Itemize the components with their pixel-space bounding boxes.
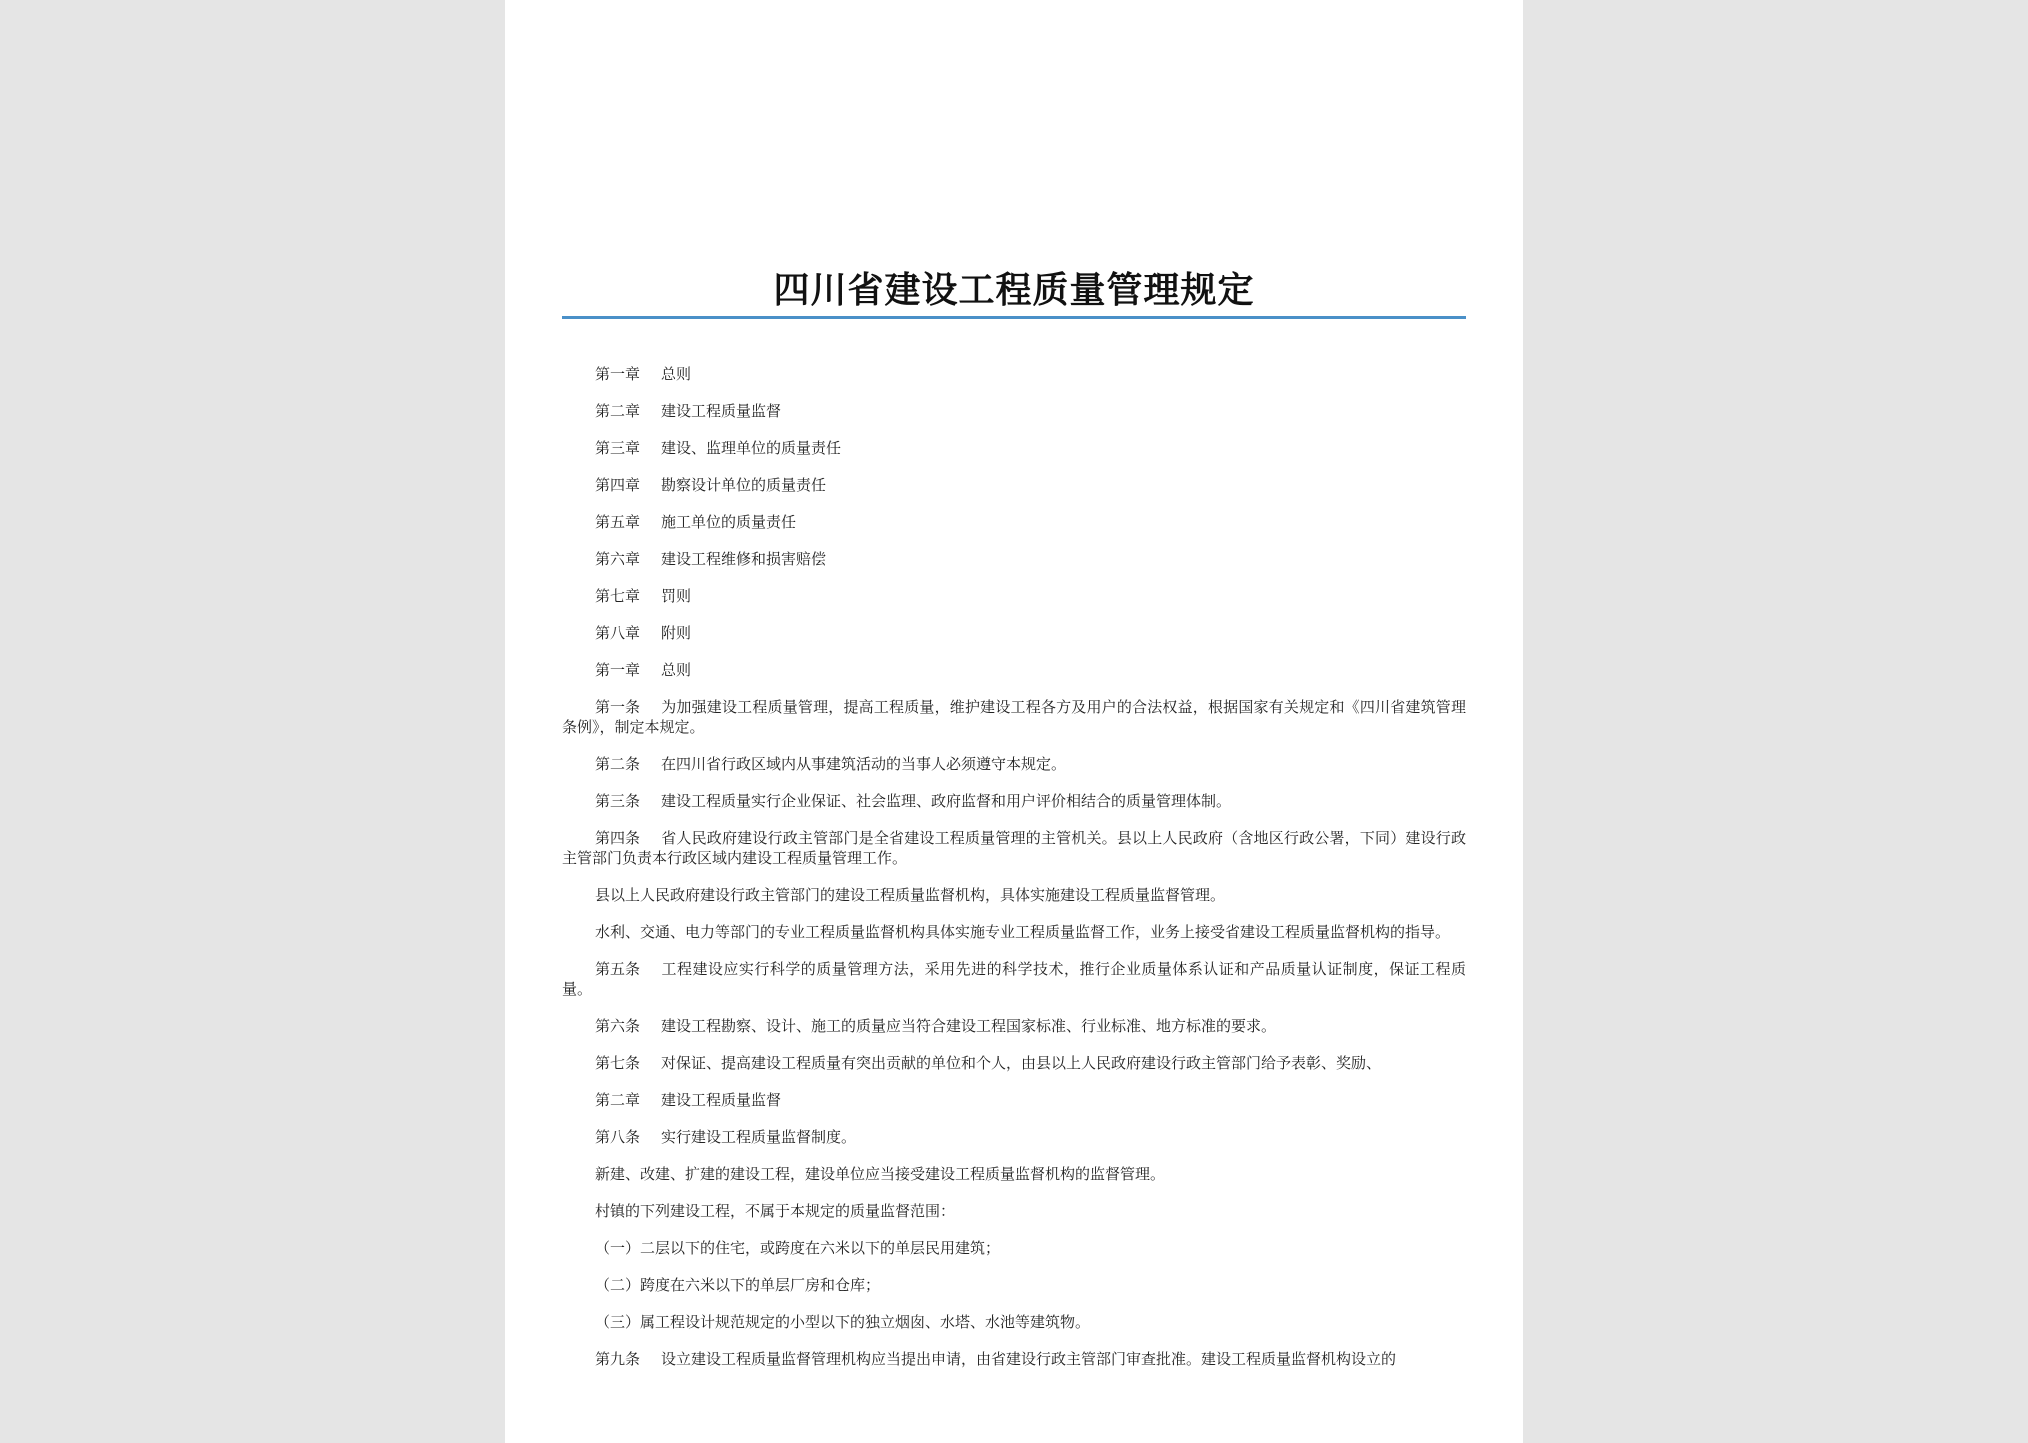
toc-chapter-title: 罚则 [661,587,692,605]
article-label: 第六条 [595,1017,641,1035]
toc-chapter-label: 第六章 [595,550,641,568]
list-item [562,1275,1466,1295]
toc-chapter-label: 第二章 [595,402,641,420]
article-label: 第五条 [595,960,641,978]
toc-item [562,549,1466,569]
article-label: 第八条 [595,1128,641,1146]
body-paragraph [562,1164,1466,1184]
toc-chapter-label: 第一章 [595,365,641,383]
toc-item [562,623,1466,643]
toc-chapter-label: 第四章 [595,476,641,494]
article-label: 第七条 [595,1054,641,1072]
toc-item [562,401,1466,421]
list-item [562,1312,1466,1332]
chapter-title: 建设工程质量监督 [661,1091,782,1109]
toc-chapter-label: 第三章 [595,439,641,457]
article-paragraph [562,697,1466,737]
toc-chapter-title: 建设工程维修和损害赔偿 [661,550,827,568]
article-text: 设立建设工程质量监督管理机构应当提出申请，由省建设行政主管部门审查批准。建设工程质量监督机构设立的 [661,1350,1397,1368]
article-text: 建设工程质量实行企业保证、社会监理、政府监督和用户评价相结合的质量管理体制。 [661,792,1232,810]
article-text: 对保证、提高建设工程质量有突出贡献的单位和个人，由县以上人民政府建设行政主管部门给予表彰、奖励、 [661,1054,1382,1072]
article-label: 第二条 [595,755,641,773]
article-text: 为加强建设工程质量管理，提高工程质量，维护建设工程各方及用户的合法权益，根据国家有关规定和《四川省建筑管理条例》，制定本规定。 [562,698,1466,736]
chapter-title: 总则 [661,661,692,679]
article-label: 第三条 [595,792,641,810]
toc-chapter-title: 总则 [661,365,692,383]
toc-item [562,586,1466,606]
article-text: 省人民政府建设行政主管部门是全省建设工程质量管理的主管机关。县以上人民政府（含地区行政公署，下同）建设行政主管部门负责本行政区域内建设工程质量管理工作。 [562,829,1466,867]
toc-chapter-label: 第五章 [595,513,641,531]
paragraph-text: 村镇的下列建设工程，不属于本规定的质量监督范围： [595,1202,956,1220]
list-item-text: （一）二层以下的住宅，或跨度在六米以下的单层民用建筑； [595,1239,1001,1257]
chapter-heading [562,1090,1466,1110]
toc-chapter-label: 第八章 [595,624,641,642]
article-text: 建设工程勘察、设计、施工的质量应当符合建设工程国家标准、行业标准、地方标准的要求。 [661,1017,1277,1035]
article-paragraph [562,828,1466,868]
paragraph-text: 水利、交通、电力等部门的专业工程质量监督机构具体实施专业工程质量监督工作，业务上接受省建设工程质量监督机构的指导。 [595,923,1451,941]
article-label: 第九条 [595,1350,641,1368]
article-label: 第四条 [595,829,641,847]
toc-item [562,475,1466,495]
article-paragraph [562,1053,1466,1073]
article-label: 第一条 [595,698,641,716]
toc-item [562,438,1466,458]
title-divider [562,316,1466,319]
body-paragraph [562,922,1466,942]
list-item-text: （二）跨度在六米以下的单层厂房和仓库； [595,1276,881,1294]
chapter-label: 第一章 [595,661,641,679]
article-paragraph [562,1349,1466,1369]
chapter-heading [562,660,1466,680]
toc-item [562,512,1466,532]
article-paragraph [562,1016,1466,1036]
list-item [562,1238,1466,1258]
document-page [505,0,1523,1443]
body-paragraph [562,885,1466,905]
toc-item [562,364,1466,384]
toc-chapter-title: 勘察设计单位的质量责任 [661,476,827,494]
toc-chapter-title: 附则 [661,624,692,642]
body-paragraph [562,1201,1466,1221]
toc-chapter-title: 建设工程质量监督 [661,402,782,420]
article-paragraph [562,1127,1466,1147]
article-paragraph [562,754,1466,774]
document-title: 四川省建设工程质量管理规定 [773,269,1255,311]
chapter-label: 第二章 [595,1091,641,1109]
toc-chapter-title: 建设、监理单位的质量责任 [661,439,842,457]
document-body [562,364,1466,1386]
article-paragraph [562,791,1466,811]
toc-chapter-title: 施工单位的质量责任 [661,513,797,531]
article-text: 在四川省行政区域内从事建筑活动的当事人必须遵守本规定。 [661,755,1067,773]
list-item-text: （三）属工程设计规范规定的小型以下的独立烟囱、水塔、水池等建筑物。 [595,1313,1091,1331]
paragraph-text: 新建、改建、扩建的建设工程，建设单位应当接受建设工程质量监督机构的监督管理。 [595,1165,1166,1183]
article-paragraph [562,959,1466,999]
toc-chapter-label: 第七章 [595,587,641,605]
article-text: 实行建设工程质量监督制度。 [661,1128,857,1146]
paragraph-text: 县以上人民政府建设行政主管部门的建设工程质量监督机构，具体实施建设工程质量监督管理。 [595,886,1226,904]
article-text: 工程建设应实行科学的质量管理方法，采用先进的科学技术，推行企业质量体系认证和产品质量认证制度，保证工程质量。 [562,960,1466,998]
